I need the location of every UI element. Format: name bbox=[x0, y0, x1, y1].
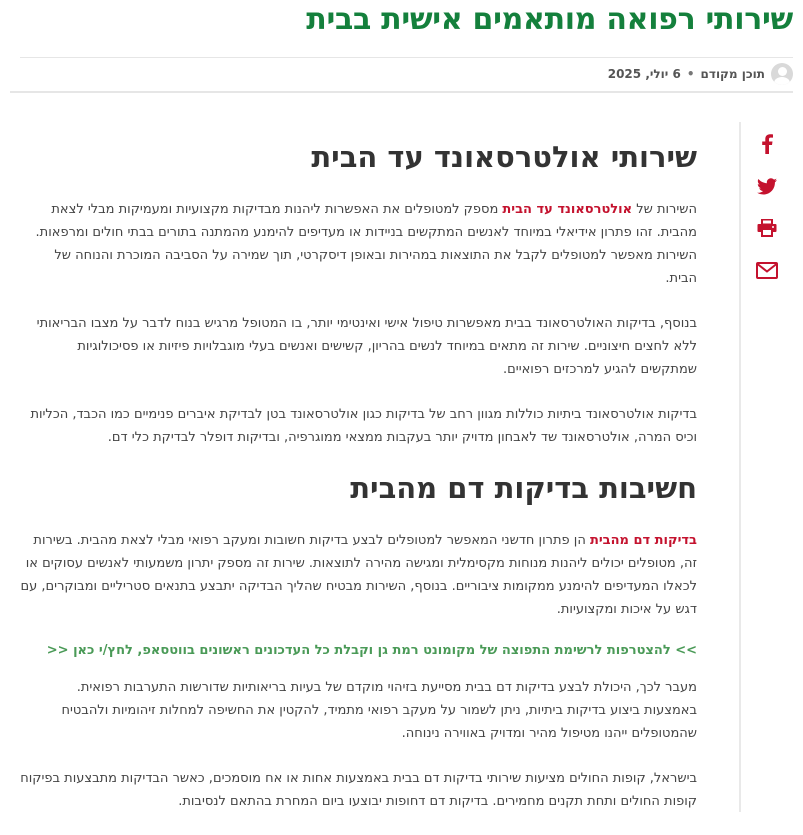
email-share-button[interactable] bbox=[753, 256, 781, 284]
paragraph-text: הן פתרון חדשני המאפשר למטופלים לבצע בדיקות חשובות ומעקב רפואי מבלי לצאת מהבית. בשירות זה, מטופלים יכולים ליהנות מנוחות מקסימלית ומגישה מהירה לתוצאות. שירות זה מספק יתרון משמעותי לאנשים עסוקים או לכאלו המעדיפים להימנע ממקומות ציבוריים. בנוסף, השירות מבטיח שהליך הבדיקה יתבצע בתנאים סטריליים ומבוקרים, עם דגש על איכות ומקצועיות. bbox=[20, 533, 697, 617]
section-heading: חשיבות בדיקות דם מהבית bbox=[350, 471, 697, 505]
paragraph-text: השירות של bbox=[632, 202, 697, 217]
divider bbox=[20, 57, 793, 58]
avatar bbox=[771, 63, 793, 85]
article-body bbox=[20, 132, 697, 835]
meta-separator: • bbox=[686, 67, 695, 81]
paragraph: מעבר לכך, היכולת לבצע בדיקות דם בבית מסייעת בזיהוי מוקדם של בעיות בריאותיות שדורשות התערבות רפואית. באמצעות ביצוע בדיקות ביתיות, ניתן לשמור על מעקב רפואי מתמיד, להקטין את החשיפה למחלות זיהומיות ולהבטיח שהמטופלים ייהנו מטיפול מהיר ומדויק באווירה נינוחה. bbox=[61, 680, 697, 741]
paragraph bbox=[20, 198, 697, 290]
post-meta bbox=[608, 60, 793, 88]
twitter-icon bbox=[757, 178, 777, 195]
page-title: שירותי רפואה מותאמים אישית בבית bbox=[306, 2, 793, 37]
paragraph-text: מספק למטופלים את האפשרות ליהנות מבדיקות מקצועיות ומעמיקות מבלי לצאת מהבית. זהו פתרון אידיאלי במיוחד לאנשים המתקשים בניידות או מעדיפים להימנע מהמתנה בתורים בבתי חולים ומרפאות. השירות מאפשר למטופלים לקבל את התוצאות במהירות ובאופן דיסקרטי, תוך שמירה על הסביבה המוכרת והנוחה של הבית. bbox=[35, 202, 697, 286]
share-bar bbox=[739, 122, 793, 812]
post-date: 6 יולי, 2025 bbox=[607, 67, 681, 81]
whatsapp-signup-link[interactable]: >> להצטרפות לרשימת התפוצה של מקומונט רמת גן וקבלת כל העדכונים ראשונים בווטסאפ, לחץ/י כאן << bbox=[46, 643, 697, 658]
author-name[interactable]: תוכן מקודם bbox=[700, 67, 765, 81]
section-heading: שירותי אולטרסאונד עד הבית bbox=[311, 140, 697, 174]
email-icon bbox=[756, 262, 778, 279]
print-icon bbox=[757, 219, 777, 237]
ultrasound-home-link[interactable]: אולטרסאונד עד הבית bbox=[502, 202, 633, 217]
paragraph: בישראל, קופות החולים מציעות שירותי בדיקות דם בבית באמצעות אחות או אח מוסמכים, כאשר הבדיקות מתבצעות בפיקוח קופות החולים ותחת תקנים מחמירים. בדיקות דם דחופות יבוצעו ביום המחרת בהתאם לנסיבות. bbox=[20, 771, 697, 809]
paragraph bbox=[20, 529, 697, 621]
twitter-share-button[interactable] bbox=[753, 172, 781, 200]
print-button[interactable] bbox=[753, 214, 781, 242]
divider bbox=[10, 91, 793, 93]
facebook-share-button[interactable] bbox=[753, 130, 781, 158]
blood-tests-home-link[interactable]: בדיקות דם מהבית bbox=[589, 533, 697, 548]
paragraph: בדיקות אולטרסאונד ביתיות כוללות מגוון רחב של בדיקות כגון אולטרסאונד בטן לבדיקת איברים פנימיים כמו הכבד, הכליות וכיס המרה, אולטרסאונד שד לאבחון מדויק יותר בעקבות ממצאי ממוגרפיה, ובדיקות דופלר לבדיקת כלי דם. bbox=[30, 407, 697, 445]
paragraph: בנוסף, בדיקות האולטרסאונד בבית מאפשרות טיפול אישי ואינטימי יותר, בו המטופל מרגיש בנוח לדבר על מצבו הבריאותי ללא לחצים חיצוניים. שירות זה מתאים במיוחד לנשים בהריון, קשישים ואנשים בעלי מוגבלויות פיזיות או פסיכולוגיות שמתקשים להגיע למרכזים רפואיים. bbox=[36, 316, 697, 377]
facebook-icon bbox=[761, 134, 773, 154]
